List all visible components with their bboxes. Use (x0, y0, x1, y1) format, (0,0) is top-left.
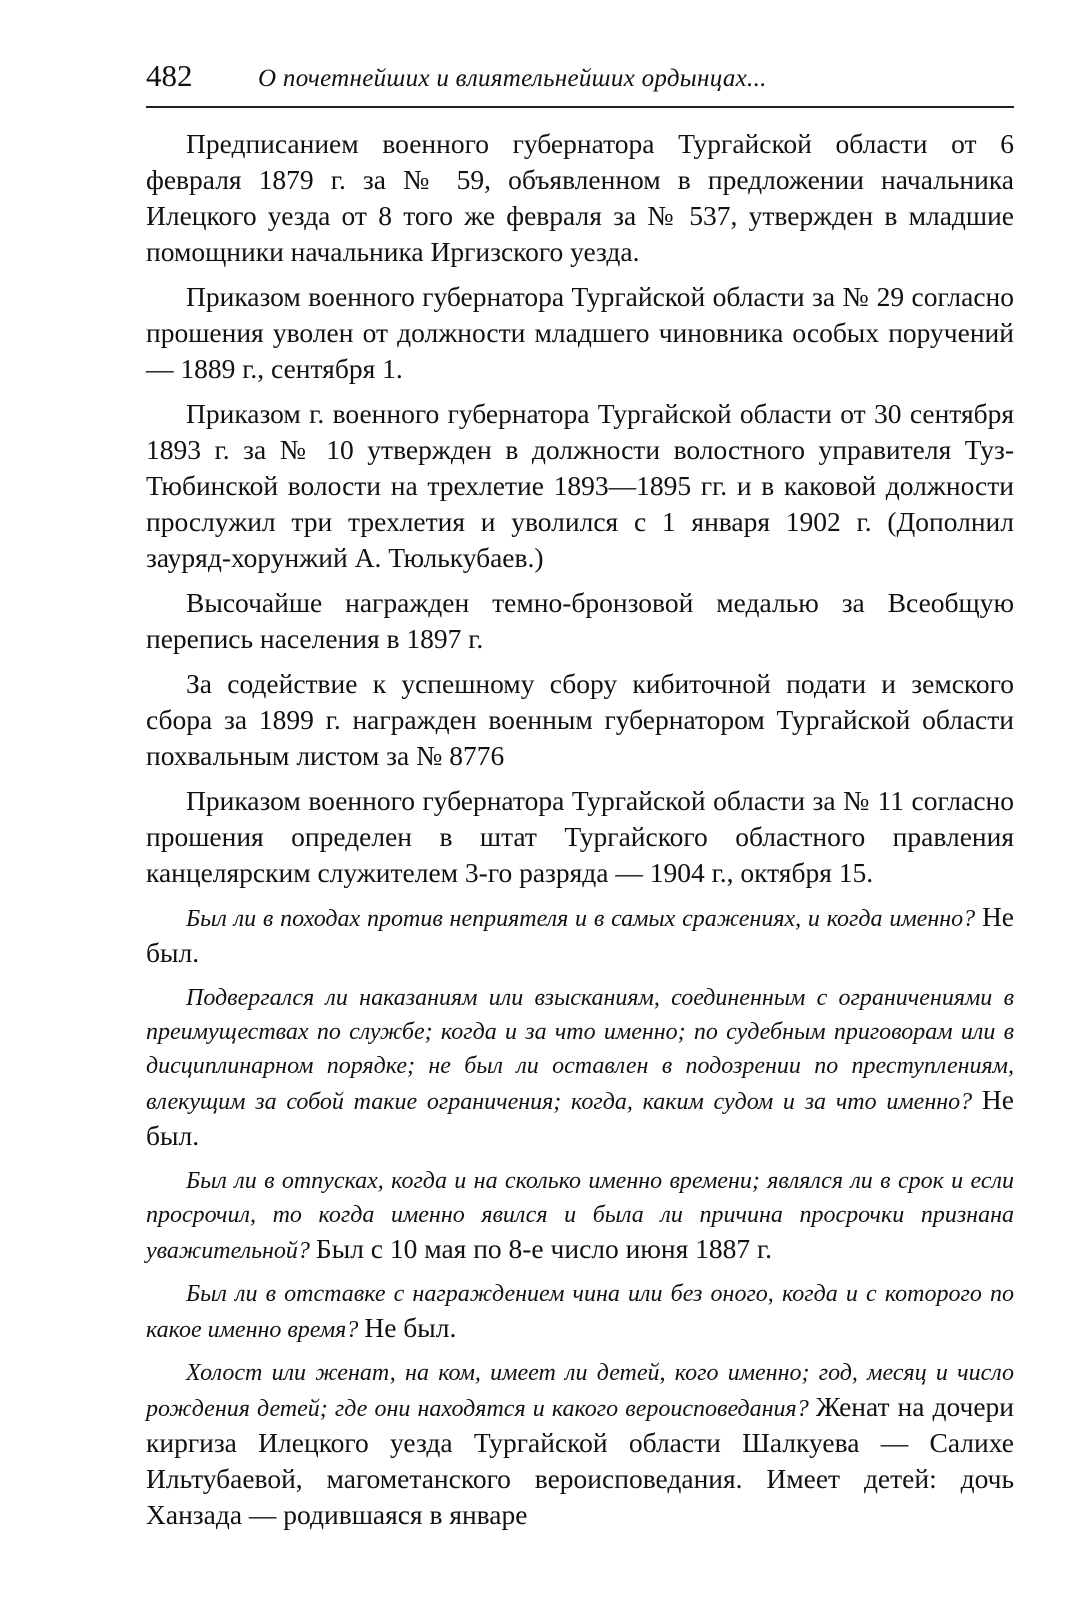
page-number: 482 (146, 58, 193, 93)
question-text: Был ли в отставке с награждением чина или без оного, когда и с которого по какое именно время? (146, 1281, 1014, 1343)
answer-text: Не был. (364, 1312, 457, 1343)
qa-punishments (146, 981, 1014, 1155)
answer-text: Не был. (146, 1084, 1014, 1151)
book-page (146, 58, 1014, 1543)
qa-family (146, 1356, 1014, 1534)
qa-leave (146, 1164, 1014, 1268)
question-text: Холост или женат, на ком, имеет ли детей, кого именно; год, месяц и число рождения детей; где они находятся и какого вероисповедания? (146, 1360, 1014, 1422)
question-text: Был ли в отпусках, когда и на сколько именно времени; являлся ли в срок и если просрочил, то когда именно явился и была ли причина просрочки признана уважительной? (146, 1168, 1014, 1264)
paragraph-medal-1897: Высочайше награжден темно-бронзовой медалью за Всеобщую перепись населения в 1897 г. (146, 587, 1014, 654)
paragraph-decree-1879: Предписанием военного губернатора Тургайской области от 6 февраля 1879 г. за № 59, объявленном в предложении начальника Илецкого уезда от 8 того же февраля за № 537, утвержден в младшие помощники начальника Иргизского уезда. (146, 128, 1014, 267)
qa-retirement (146, 1277, 1014, 1347)
page-header (146, 58, 1014, 108)
answer-text: Был с 10 мая по 8-е число июня 1887 г. (315, 1233, 773, 1264)
question-text: Был ли в походах против неприятеля и в самых сражениях, и когда именно? (186, 906, 976, 932)
page-body (146, 126, 1014, 1534)
answer-text: Не был. (146, 901, 1015, 968)
question-text: Подвергался ли наказаниям или взысканиям, соединенным с ограничениями в преимуществах по службе; когда и за что именно; по судебным приговорам или в дисциплинарном порядке; не был ли оставлен в подозрении по преступлениям, влекущим за собой такие ограничения; когда, каким судом и за что именно? (146, 985, 1014, 1115)
qa-campaigns (146, 900, 1014, 972)
paragraph-commendation-1899: За содействие к успешному сбору кибиточной подати и земского сбора за 1899 г. награжден военным губернатором Тургайской области похвальным листом за № 8776 (146, 668, 1014, 771)
paragraph-appointment-1904: Приказом военного губернатора Тургайской области за № 11 согласно прошения определен в штат Тургайского областного правления канцелярским служителем 3-го разряда — 1904 г., октября 15. (146, 785, 1014, 888)
answer-text: Женат на дочери киргиза Илецкого уезда Тургайской области Шалкуева — Салихе Ильтубаевой, магометанского вероисповедания. Имеет детей: дочь Ханзада — родившаяся в январе (146, 1391, 1014, 1530)
paragraph-dismissal-1889: Приказом военного губернатора Тургайской области за № 29 согласно прошения уволен от должности младшего чиновника особых поручений — 1889 г., сентября 1. (146, 281, 1014, 384)
paragraph-appointment-1893: Приказом г. военного губернатора Тургайской области от 30 сентября 1893 г. за № 10 утвержден в должности волостного управителя Туз-Тюбинской волости на трехлетие 1893—1895 гг. и в каковой должности прослужил три трехлетия и уволился с 1 января 1902 г. (Дополнил зауряд-хорунжий А. Тюлькубаев.) (146, 398, 1014, 573)
running-title: О почетнейших и влиятельнейших ордынцах... (258, 65, 767, 92)
